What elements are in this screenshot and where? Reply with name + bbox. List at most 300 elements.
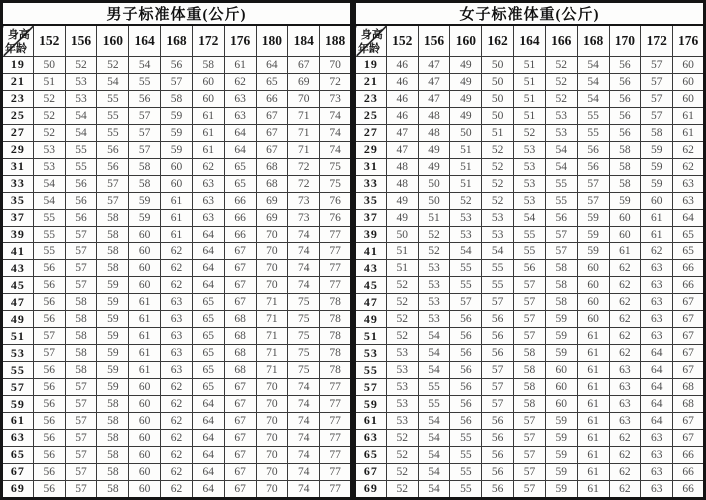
weight-cell: 67: [256, 141, 288, 158]
weight-cell: 57: [641, 57, 673, 74]
weight-table-row: [355, 345, 705, 362]
age-cell: 39: [355, 226, 387, 243]
weight-cell: 57: [482, 294, 514, 311]
weight-cell: 53: [386, 345, 418, 362]
weight-cell: 65: [224, 175, 256, 192]
weight-cell: 46: [386, 90, 418, 107]
weight-cell: 62: [161, 243, 193, 260]
age-cell: 19: [2, 57, 34, 74]
weight-table-row: [355, 73, 705, 90]
age-cell: 59: [2, 396, 34, 413]
weight-cell: 54: [577, 57, 609, 74]
weight-cell: 62: [641, 243, 673, 260]
weight-cell: 53: [418, 311, 450, 328]
weight-table-row: [2, 73, 352, 90]
weight-table-row: [2, 260, 352, 277]
weight-cell: 70: [256, 413, 288, 430]
weight-cell: 60: [577, 260, 609, 277]
weight-cell: 61: [129, 294, 161, 311]
weight-cell: 54: [65, 124, 97, 141]
weight-cell: 60: [577, 277, 609, 294]
weight-cell: 52: [418, 226, 450, 243]
weight-cell: 65: [192, 379, 224, 396]
weight-cell: 62: [609, 311, 641, 328]
weight-cell: 46: [386, 57, 418, 74]
weight-table-row: [355, 413, 705, 430]
age-cell: 33: [2, 175, 34, 192]
weight-cell: 66: [673, 260, 705, 277]
weight-cell: 54: [482, 243, 514, 260]
weight-cell: 50: [450, 124, 482, 141]
weight-cell: 64: [641, 345, 673, 362]
weight-cell: 58: [97, 243, 129, 260]
weight-cell: 56: [33, 480, 65, 498]
weight-cell: 60: [129, 277, 161, 294]
weight-table-row: [355, 226, 705, 243]
weight-cell: 52: [482, 192, 514, 209]
weight-cell: 55: [450, 277, 482, 294]
weight-cell: 62: [161, 396, 193, 413]
weight-cell: 61: [577, 362, 609, 379]
weight-cell: 67: [288, 57, 320, 74]
weight-cell: 58: [65, 345, 97, 362]
age-cell: 31: [2, 158, 34, 175]
weight-cell: 64: [192, 480, 224, 498]
weight-cell: 73: [288, 209, 320, 226]
weight-cell: 57: [65, 446, 97, 463]
weight-cell: 56: [482, 480, 514, 498]
weight-cell: 61: [577, 463, 609, 480]
weight-cell: 47: [418, 73, 450, 90]
age-cell: 21: [355, 73, 387, 90]
weight-cell: 52: [545, 73, 577, 90]
weight-cell: 75: [288, 362, 320, 379]
weight-cell: 55: [545, 192, 577, 209]
height-header-cell: 166: [545, 25, 577, 57]
weight-cell: 64: [641, 379, 673, 396]
weight-cell: 56: [161, 57, 193, 74]
weight-cell: 57: [545, 226, 577, 243]
weight-cell: 56: [482, 446, 514, 463]
weight-cell: 52: [482, 158, 514, 175]
weight-cell: 57: [33, 328, 65, 345]
weight-cell: 64: [192, 260, 224, 277]
weight-cell: 55: [450, 446, 482, 463]
weight-cell: 63: [192, 175, 224, 192]
weight-table-row: [2, 243, 352, 260]
height-header-cell: 180: [256, 25, 288, 57]
weight-cell: 63: [161, 362, 193, 379]
weight-cell: 55: [577, 107, 609, 124]
weight-cell: 63: [641, 294, 673, 311]
weight-cell: 54: [418, 480, 450, 498]
weight-cell: 60: [609, 226, 641, 243]
weight-cell: 49: [418, 141, 450, 158]
weight-cell: 61: [161, 192, 193, 209]
age-cell: 41: [355, 243, 387, 260]
weight-cell: 54: [418, 345, 450, 362]
weight-cell: 77: [320, 243, 352, 260]
weight-cell: 63: [673, 192, 705, 209]
weight-cell: 67: [673, 345, 705, 362]
age-cell: 31: [355, 158, 387, 175]
weight-cell: 56: [609, 73, 641, 90]
weight-cell: 57: [33, 345, 65, 362]
weight-cell: 70: [256, 463, 288, 480]
men-table-title: 男子标准体重(公斤): [2, 2, 352, 26]
men-table-body: [2, 57, 352, 499]
weight-cell: 50: [33, 57, 65, 74]
weight-cell: 54: [418, 413, 450, 430]
weight-cell: 66: [673, 480, 705, 498]
weight-table-row: [355, 90, 705, 107]
weight-cell: 57: [65, 413, 97, 430]
weight-cell: 59: [129, 192, 161, 209]
weight-cell: 77: [320, 260, 352, 277]
weight-cell: 56: [33, 413, 65, 430]
weight-cell: 59: [161, 107, 193, 124]
weight-cell: 74: [288, 379, 320, 396]
weight-cell: 68: [224, 362, 256, 379]
weight-cell: 58: [65, 311, 97, 328]
weight-cell: 52: [514, 124, 546, 141]
weight-cell: 51: [514, 57, 546, 74]
weight-table-row: [2, 480, 352, 498]
weight-cell: 52: [386, 429, 418, 446]
age-cell: 33: [355, 175, 387, 192]
weight-cell: 59: [545, 311, 577, 328]
weight-cell: 53: [482, 209, 514, 226]
weight-cell: 64: [192, 463, 224, 480]
weight-cell: 64: [192, 429, 224, 446]
weight-cell: 67: [673, 311, 705, 328]
weight-cell: 77: [320, 413, 352, 430]
weight-cell: 56: [33, 463, 65, 480]
weight-cell: 65: [224, 158, 256, 175]
weight-cell: 62: [609, 294, 641, 311]
weight-cell: 73: [288, 192, 320, 209]
height-header-cell: 168: [161, 25, 193, 57]
weight-cell: 66: [224, 226, 256, 243]
weight-cell: 51: [514, 73, 546, 90]
weight-cell: 56: [97, 141, 129, 158]
weight-cell: 64: [641, 413, 673, 430]
weight-cell: 63: [161, 311, 193, 328]
weight-cell: 59: [97, 328, 129, 345]
weight-cell: 55: [514, 226, 546, 243]
weight-cell: 62: [161, 480, 193, 498]
weight-cell: 56: [482, 345, 514, 362]
weight-cell: 50: [418, 192, 450, 209]
weight-cell: 74: [288, 396, 320, 413]
weight-cell: 58: [514, 362, 546, 379]
weight-cell: 60: [192, 90, 224, 107]
weight-cell: 78: [320, 345, 352, 362]
weight-cell: 56: [450, 362, 482, 379]
weight-cell: 62: [673, 158, 705, 175]
weight-cell: 74: [288, 463, 320, 480]
weight-cell: 63: [641, 446, 673, 463]
weight-cell: 78: [320, 311, 352, 328]
age-cell: 53: [355, 345, 387, 362]
weight-cell: 50: [482, 73, 514, 90]
weight-cell: 57: [545, 243, 577, 260]
weight-cell: 75: [288, 294, 320, 311]
weight-cell: 53: [386, 379, 418, 396]
weight-cell: 55: [450, 429, 482, 446]
weight-cell: 72: [288, 158, 320, 175]
weight-cell: 50: [386, 226, 418, 243]
weight-cell: 56: [33, 294, 65, 311]
weight-cell: 56: [450, 345, 482, 362]
weight-cell: 49: [450, 107, 482, 124]
weight-cell: 59: [545, 480, 577, 498]
weight-cell: 53: [450, 209, 482, 226]
weight-cell: 70: [256, 446, 288, 463]
weight-table-row: [355, 260, 705, 277]
weight-table-row: [2, 209, 352, 226]
weight-cell: 58: [609, 158, 641, 175]
weight-cell: 47: [418, 90, 450, 107]
weight-cell: 61: [129, 345, 161, 362]
age-cell: 55: [2, 362, 34, 379]
weight-cell: 60: [577, 294, 609, 311]
age-cell: 57: [355, 379, 387, 396]
weight-cell: 63: [609, 379, 641, 396]
height-header-cell: 164: [129, 25, 161, 57]
weight-cell: 56: [33, 260, 65, 277]
weight-cell: 56: [450, 328, 482, 345]
weight-cell: 52: [386, 328, 418, 345]
weight-cell: 48: [386, 158, 418, 175]
weight-cell: 59: [97, 345, 129, 362]
height-header-cell: 188: [320, 25, 352, 57]
age-cell: 29: [355, 141, 387, 158]
age-cell: 27: [355, 124, 387, 141]
weight-cell: 47: [418, 57, 450, 74]
weight-cell: 49: [450, 90, 482, 107]
weight-cell: 52: [482, 175, 514, 192]
weight-cell: 58: [65, 362, 97, 379]
weight-cell: 59: [161, 141, 193, 158]
weight-cell: 53: [418, 277, 450, 294]
corner-label-height: 身高: [360, 29, 383, 41]
weight-cell: 48: [386, 175, 418, 192]
weight-cell: 57: [65, 480, 97, 498]
weight-table-row: [2, 429, 352, 446]
weight-cell: 58: [514, 345, 546, 362]
weight-cell: 49: [450, 57, 482, 74]
weight-cell: 70: [288, 90, 320, 107]
weight-cell: 68: [224, 345, 256, 362]
weight-cell: 63: [161, 345, 193, 362]
age-cell: 51: [2, 328, 34, 345]
weight-cell: 53: [65, 73, 97, 90]
weight-cell: 68: [673, 379, 705, 396]
weight-cell: 61: [161, 209, 193, 226]
weight-cell: 50: [418, 175, 450, 192]
weight-cell: 49: [450, 73, 482, 90]
weight-cell: 62: [609, 328, 641, 345]
weight-cell: 60: [673, 57, 705, 74]
weight-cell: 63: [641, 311, 673, 328]
weight-cell: 52: [33, 90, 65, 107]
weight-cell: 54: [33, 192, 65, 209]
weight-cell: 68: [224, 311, 256, 328]
weight-cell: 69: [256, 209, 288, 226]
weight-table-row: [2, 446, 352, 463]
weight-cell: 76: [320, 209, 352, 226]
weight-cell: 52: [386, 480, 418, 498]
age-cell: 63: [355, 429, 387, 446]
weight-cell: 58: [609, 175, 641, 192]
weight-cell: 62: [609, 463, 641, 480]
weight-cell: 78: [320, 362, 352, 379]
weight-cell: 61: [577, 396, 609, 413]
corner-label-age: 年龄: [358, 43, 380, 55]
weight-cell: 74: [288, 413, 320, 430]
weight-cell: 62: [161, 463, 193, 480]
weight-cell: 65: [192, 328, 224, 345]
weight-cell: 58: [65, 328, 97, 345]
weight-cell: 53: [482, 226, 514, 243]
weight-cell: 60: [673, 90, 705, 107]
weight-cell: 57: [65, 277, 97, 294]
weight-cell: 62: [673, 141, 705, 158]
weight-cell: 52: [97, 57, 129, 74]
age-cell: 69: [355, 480, 387, 498]
weight-cell: 54: [545, 141, 577, 158]
weight-cell: 75: [288, 345, 320, 362]
age-cell: 43: [2, 260, 34, 277]
weight-cell: 53: [450, 226, 482, 243]
weight-cell: 57: [129, 141, 161, 158]
weight-cell: 75: [320, 175, 352, 192]
weight-cell: 70: [256, 480, 288, 498]
weight-cell: 77: [320, 396, 352, 413]
weight-cell: 57: [577, 192, 609, 209]
weight-cell: 53: [418, 294, 450, 311]
weight-table-row: [2, 277, 352, 294]
weight-cell: 56: [482, 311, 514, 328]
corner-label-height: 身高: [7, 29, 30, 41]
weight-cell: 56: [450, 379, 482, 396]
weight-cell: 56: [129, 90, 161, 107]
weight-cell: 55: [97, 90, 129, 107]
weight-cell: 67: [673, 362, 705, 379]
weight-table-row: [2, 90, 352, 107]
weight-cell: 52: [545, 90, 577, 107]
weight-cell: 56: [33, 429, 65, 446]
weight-cell: 67: [256, 124, 288, 141]
weight-table-row: [2, 362, 352, 379]
weight-cell: 70: [256, 243, 288, 260]
weight-cell: 54: [129, 57, 161, 74]
weight-cell: 71: [288, 124, 320, 141]
height-header-cell: 176: [224, 25, 256, 57]
weight-cell: 59: [641, 158, 673, 175]
weight-cell: 59: [161, 124, 193, 141]
age-cell: 61: [2, 413, 34, 430]
weight-cell: 58: [545, 260, 577, 277]
weight-table-row: [2, 158, 352, 175]
age-cell: 69: [2, 480, 34, 498]
weight-cell: 64: [192, 277, 224, 294]
weight-cell: 61: [129, 362, 161, 379]
weight-cell: 49: [386, 192, 418, 209]
weight-cell: 64: [641, 396, 673, 413]
weight-cell: 64: [192, 413, 224, 430]
weight-cell: 55: [482, 277, 514, 294]
weight-cell: 60: [192, 73, 224, 90]
weight-cell: 61: [192, 124, 224, 141]
weight-cell: 47: [386, 124, 418, 141]
weight-cell: 57: [577, 175, 609, 192]
weight-cell: 60: [545, 379, 577, 396]
weight-cell: 71: [256, 362, 288, 379]
weight-cell: 52: [545, 57, 577, 74]
weight-cell: 59: [577, 226, 609, 243]
weight-cell: 57: [482, 396, 514, 413]
weight-cell: 60: [129, 260, 161, 277]
height-header-cell: 170: [609, 25, 641, 57]
weight-cell: 52: [418, 243, 450, 260]
weight-cell: 63: [192, 209, 224, 226]
weight-cell: 58: [514, 379, 546, 396]
weight-cell: 56: [609, 124, 641, 141]
height-header-cell: 156: [65, 25, 97, 57]
weight-cell: 56: [450, 396, 482, 413]
weight-table-row: [355, 209, 705, 226]
women-table-body: [355, 57, 705, 499]
weight-cell: 62: [161, 277, 193, 294]
weight-cell: 77: [320, 379, 352, 396]
weight-cell: 62: [161, 413, 193, 430]
weight-cell: 53: [418, 260, 450, 277]
weight-cell: 54: [418, 446, 450, 463]
weight-cell: 59: [545, 429, 577, 446]
weight-cell: 71: [288, 141, 320, 158]
weight-cell: 67: [224, 294, 256, 311]
weight-table-row: [2, 107, 352, 124]
weight-cell: 60: [545, 362, 577, 379]
weight-cell: 57: [65, 429, 97, 446]
weight-cell: 53: [545, 124, 577, 141]
weight-cell: 55: [33, 226, 65, 243]
weight-cell: 61: [192, 107, 224, 124]
women-table-title: 女子标准体重(公斤): [355, 2, 705, 26]
age-cell: 65: [2, 446, 34, 463]
weight-cell: 56: [65, 175, 97, 192]
weight-cell: 70: [256, 396, 288, 413]
women-corner-cell: [355, 25, 387, 57]
weight-cell: 51: [386, 243, 418, 260]
weight-cell: 78: [320, 328, 352, 345]
weight-cell: 68: [224, 328, 256, 345]
weight-cell: 59: [97, 311, 129, 328]
weight-cell: 54: [97, 73, 129, 90]
weight-cell: 62: [224, 73, 256, 90]
weight-cell: 74: [288, 277, 320, 294]
weight-cell: 69: [256, 192, 288, 209]
weight-cell: 60: [129, 463, 161, 480]
weight-cell: 64: [673, 209, 705, 226]
weight-cell: 62: [161, 429, 193, 446]
weight-table-row: [355, 379, 705, 396]
weight-cell: 54: [514, 209, 546, 226]
weight-table-row: [2, 57, 352, 74]
weight-cell: 49: [386, 209, 418, 226]
